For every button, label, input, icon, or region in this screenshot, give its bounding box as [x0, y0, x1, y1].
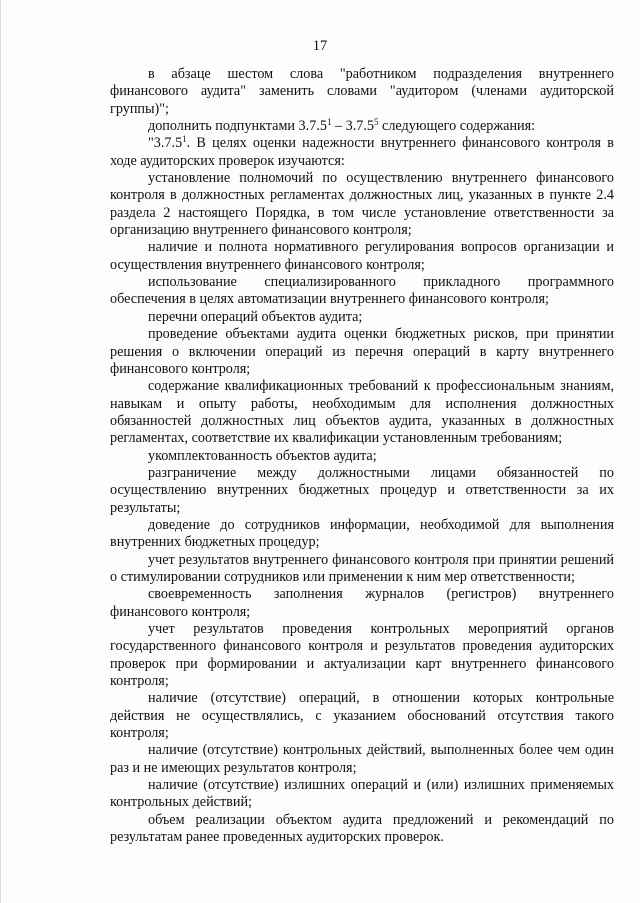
paragraph: в абзаце шестом слова "работником подразделения внутреннего финансового аудита" заменить словами "аудитором (членами аудиторской группы)"; [110, 66, 614, 117]
paragraph: разграничение между должностными лицами обязанностей по осуществлению внутренних бюджетных процедур и ответственности за их результаты; [110, 464, 614, 516]
paragraph [110, 135, 614, 170]
paragraph: своевременность заполнения журналов (регистров) внутреннего финансового контроля; [110, 586, 614, 620]
text-run: "3.7.5 [148, 135, 183, 152]
paragraph: учет результатов проведения контрольных мероприятий органов государственного финансового контроля и результатов проведения аудиторских проверок при формировании и актуализации карт внутреннего финансового контроля; [110, 621, 614, 690]
superscript: 1 [326, 117, 332, 128]
text-run: дополнить подпунктами 3.7.5 [148, 118, 327, 135]
paragraph: доведение до сотрудников информации, необходимой для выполнения внутренних бюджетных процедур; [110, 516, 614, 551]
paragraph: наличие (отсутствие) контрольных действий, выполненных более чем один раз и не имеющих результатов контроля; [110, 742, 614, 776]
paragraph: укомплектованность объектов аудита; [148, 447, 377, 464]
paragraph [110, 118, 614, 135]
paragraph: наличие (отсутствие) излишних операций и (или) излишних применяемых контрольных действий; [110, 777, 614, 811]
paragraph: перечни операций объектов аудита; [148, 308, 363, 325]
document-body [110, 66, 614, 846]
text-run: . В целях оценки надежности внутреннего финансового контроля в ходе аудиторских проверок изучаются: [110, 135, 614, 169]
text-run: следующего содержания: [378, 118, 536, 135]
paragraph: проведение объектами аудита оценки бюджетных рисков, при принятии решения о включении операций из перечня операций в карту внутреннего финансового контроля; [110, 326, 614, 377]
paragraph: содержание квалификационных требований к профессиональным знаниям, навыкам и опыту работы, необходимым для исполнения должностных обязанностей должностных лиц объектов аудита, указанных в должностных регламентах, соответствие их квалификации установленным требованиям; [110, 378, 614, 447]
paragraph: установление полномочий по осуществлению внутреннего финансового контроля в должностных регламентах должностных лиц, указанных в пункте 2.4 раздела 2 настоящего Порядка, в том числе установление ответственности за организацию внутреннего финансового контроля; [110, 170, 614, 239]
superscript: 5 [374, 117, 379, 128]
paragraph: учет результатов внутреннего финансового контроля при принятии решений о стимулировании сотрудников или применении к ним мер ответственности; [110, 551, 614, 585]
paragraph: наличие (отсутствие) операций, в отношении которых контрольные действия не осуществлялись, с указанием обоснований отсутствия такого контроля; [110, 690, 614, 742]
paragraph: использование специализированного прикладного программного обеспечения в целях автоматизации внутреннего финансового контроля; [110, 274, 614, 308]
text-run: – 3.7.5 [331, 118, 374, 135]
superscript: 1 [182, 134, 187, 145]
page-number: 17 [312, 38, 328, 54]
paragraph: объем реализации объектом аудита предложений и рекомендаций по результатам ранее проведенных аудиторских проверок. [110, 811, 614, 846]
page-edge [0, 0, 1, 903]
paragraph: наличие и полнота нормативного регулирования вопросов организации и осуществления внутреннего финансового контроля; [110, 239, 614, 273]
